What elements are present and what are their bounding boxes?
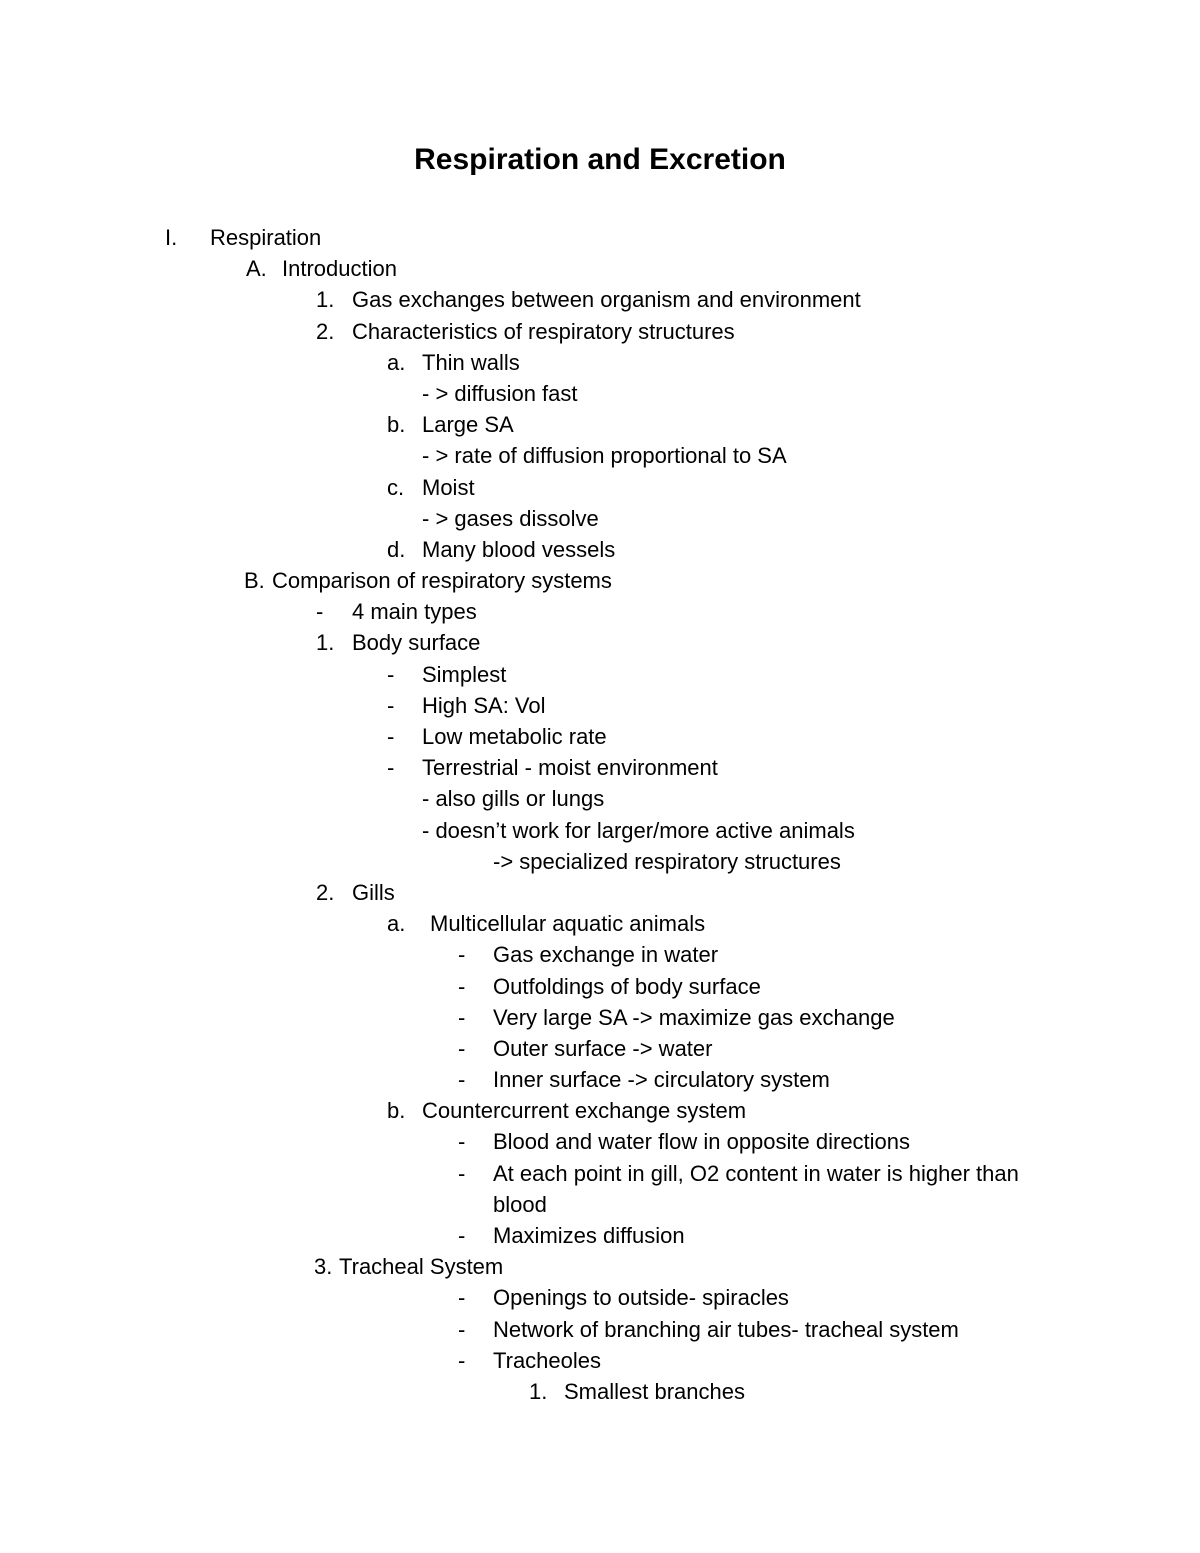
list-marker: - <box>458 1316 466 1342</box>
outline-item <box>0 971 1200 1002</box>
outline-item <box>0 596 1200 627</box>
outline-item <box>0 1033 1200 1064</box>
outline-item <box>0 690 1200 721</box>
outline-text: Smallest branches <box>564 1378 745 1404</box>
outline-item <box>0 1220 1200 1251</box>
outline-text: Gills <box>352 879 395 905</box>
list-marker: - <box>458 1160 466 1186</box>
outline-item <box>0 1282 1200 1313</box>
outline-item <box>0 1189 1200 1220</box>
outline-text: Very large SA -> maximize gas exchange <box>493 1004 895 1030</box>
outline-text: blood <box>493 1191 547 1217</box>
outline-item <box>0 534 1200 565</box>
list-marker: b. <box>387 1098 406 1124</box>
outline-item <box>0 440 1200 471</box>
list-marker: 3. <box>314 1254 333 1280</box>
outline-item <box>0 378 1200 409</box>
list-marker: - <box>458 1004 466 1030</box>
outline-item <box>0 503 1200 534</box>
list-marker: - <box>387 692 395 718</box>
outline-text: Countercurrent exchange system <box>422 1098 747 1124</box>
outline-text: Network of branching air tubes- tracheal system <box>493 1316 959 1342</box>
list-marker: - <box>458 942 466 968</box>
outline-item <box>0 721 1200 752</box>
outline-text: Inner surface -> circulatory system <box>493 1067 830 1093</box>
outline-item <box>0 815 1200 846</box>
outline-text: Large SA <box>422 412 514 438</box>
outline-text: Outer surface -> water <box>493 1035 713 1061</box>
outline-item <box>0 939 1200 970</box>
outline-text: Moist <box>422 474 475 500</box>
outline-text: High SA: Vol <box>422 692 546 718</box>
outline-text: - > rate of diffusion proportional to SA <box>422 443 787 469</box>
outline-item <box>0 409 1200 440</box>
list-marker: a. <box>387 911 406 937</box>
outline-item <box>0 1002 1200 1033</box>
outline-text: -> specialized respiratory structures <box>493 848 841 874</box>
outline-text: Maximizes diffusion <box>493 1223 685 1248</box>
outline-text: Tracheoles <box>493 1347 602 1373</box>
outline-text: Thin walls <box>422 349 520 375</box>
list-marker: 2. <box>316 318 335 344</box>
outline-text: - > diffusion fast <box>422 380 578 406</box>
outline-text: Simplest <box>422 661 507 687</box>
outline-item <box>0 627 1200 658</box>
outline-text: Outfoldings of body surface <box>493 973 761 999</box>
outline-text: Respiration <box>210 225 322 250</box>
outline-text: Many blood vessels <box>422 536 616 562</box>
outline-text: Multicellular aquatic animals <box>430 911 706 937</box>
outline-text: - also gills or lungs <box>422 786 605 812</box>
outline-item <box>0 877 1200 908</box>
outline-item <box>0 347 1200 378</box>
outline-text: Terrestrial - moist environment <box>422 755 718 781</box>
outline-item <box>0 316 1200 347</box>
outline-item <box>0 908 1200 939</box>
list-marker: - <box>458 1129 466 1155</box>
outline-item <box>0 752 1200 783</box>
outline-text: Tracheal System <box>339 1254 504 1280</box>
outline-text: - doesn’t work for larger/more active animals <box>422 817 855 843</box>
outline-text: Comparison of respiratory systems <box>272 568 612 594</box>
list-marker: - <box>458 1067 466 1093</box>
outline-item <box>0 1345 1200 1376</box>
list-marker: B. <box>244 568 265 594</box>
list-marker: 1. <box>316 287 335 313</box>
outline-text: Body surface <box>352 630 481 656</box>
outline-item <box>0 222 1200 253</box>
outline-text: - > gases dissolve <box>422 505 599 531</box>
outline-item <box>0 1064 1200 1095</box>
outline-item <box>0 1251 1200 1282</box>
outline-item <box>0 1126 1200 1157</box>
outline-text: 4 main types <box>352 599 477 625</box>
outline-text: Openings to outside- spiracles <box>493 1285 789 1311</box>
outline-text: Introduction <box>282 256 397 282</box>
outline-item <box>0 783 1200 814</box>
outline-item <box>0 846 1200 877</box>
list-marker: - <box>387 661 395 687</box>
list-marker: c. <box>387 474 405 500</box>
outline-text: Blood and water flow in opposite directions <box>493 1129 911 1155</box>
outline-item <box>0 1314 1200 1345</box>
list-marker: - <box>458 1035 466 1061</box>
outline-item <box>0 253 1200 284</box>
list-marker: b. <box>387 412 406 438</box>
list-marker: d. <box>387 536 406 562</box>
list-marker: 1. <box>316 630 335 656</box>
outline-item <box>0 472 1200 503</box>
list-marker: - <box>458 1347 466 1373</box>
outline-text: Gas exchange in water <box>493 942 719 968</box>
list-marker: - <box>458 973 466 999</box>
list-marker: a. <box>387 349 406 375</box>
outline-text: At each point in gill, O2 content in water is higher than <box>493 1160 1019 1186</box>
outline-item <box>0 659 1200 690</box>
outline-item <box>0 565 1200 596</box>
page-title: Respiration and Excretion <box>414 143 786 176</box>
outline-text: Low metabolic rate <box>422 724 607 749</box>
list-marker: - <box>458 1223 466 1248</box>
list-marker: - <box>387 755 395 781</box>
list-marker: - <box>316 599 324 625</box>
outline-text: Characteristics of respiratory structures <box>352 318 735 344</box>
list-marker: - <box>458 1285 466 1311</box>
outline-item <box>0 284 1200 315</box>
outline-item <box>0 1095 1200 1126</box>
outline-text: Gas exchanges between organism and environment <box>352 287 861 313</box>
outline-item <box>0 1376 1200 1407</box>
outline-item <box>0 1158 1200 1189</box>
list-marker: A. <box>246 256 267 282</box>
list-marker: - <box>387 724 395 749</box>
outline-list <box>0 222 1200 1407</box>
list-marker: 1. <box>529 1378 548 1404</box>
list-marker: 2. <box>316 879 335 905</box>
list-marker: I. <box>165 225 178 250</box>
